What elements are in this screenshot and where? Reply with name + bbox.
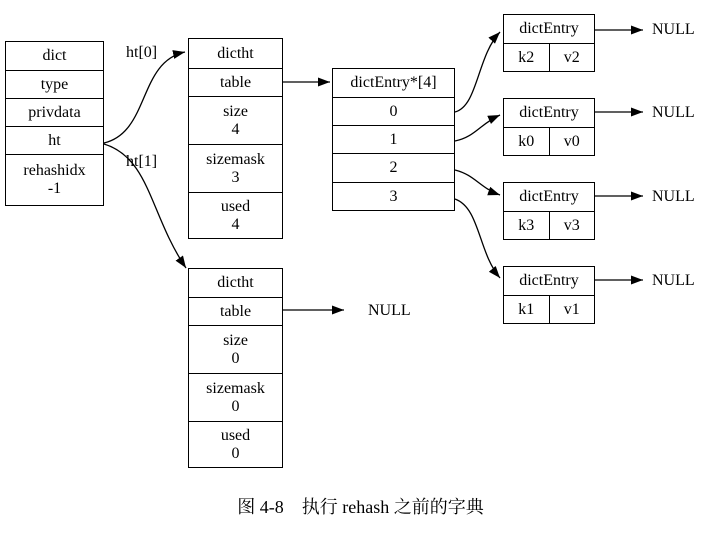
ht0-pointer-label: ht[0] [126, 44, 158, 61]
entry-value: v2 [549, 44, 595, 71]
bucket-array-box [332, 68, 455, 211]
sizemask-label: sizemask [206, 150, 265, 168]
entry-title: dictEntry [519, 188, 579, 206]
used-label: used [220, 197, 251, 215]
dict-field-rehashidx [6, 154, 103, 205]
bucket-slot-2: 2 [333, 153, 454, 182]
dictht-field-size [189, 325, 282, 373]
bucket-slot-1: 1 [333, 125, 454, 153]
size-label: size [223, 102, 248, 120]
dict-entry-box-0 [503, 14, 595, 72]
bucket-slot-0: 0 [333, 97, 454, 125]
figure-caption: 图 4-8 执行 rehash 之前的字典 [237, 497, 484, 517]
dict-field-type: type [6, 70, 103, 98]
dictht-field-used [189, 192, 282, 238]
dict-field-privdata: privdata [6, 98, 103, 126]
arrow-slot3-to-entry [455, 199, 500, 278]
entry-key: k1 [518, 300, 535, 318]
dictht-field-sizemask [189, 144, 282, 192]
arrow-slot1-to-entry [455, 115, 500, 141]
size-label: size [223, 331, 248, 349]
null-label-entry-3: NULL [652, 272, 695, 289]
entry-kv-row [504, 211, 594, 239]
null-label-entry-0: NULL [652, 21, 695, 38]
bucket-array-title: dictEntry*[4] [350, 74, 437, 92]
dict-field-ht: ht [6, 126, 103, 154]
dictht-title: dictht [217, 274, 254, 292]
dict-entry-box-2 [503, 182, 595, 240]
dictht-field-used [189, 421, 282, 467]
rehashidx-value: -1 [47, 180, 62, 197]
dictht-active-box [188, 38, 283, 239]
entry-kv-row [504, 295, 594, 323]
arrow-slot2-to-entry [455, 170, 500, 195]
sizemask-value: 0 [231, 397, 240, 415]
entry-kv-row [504, 43, 594, 71]
dict-title: dict [42, 47, 67, 65]
dictht-empty-box [188, 268, 283, 468]
entry-title: dictEntry [519, 272, 579, 290]
used-label: used [220, 426, 251, 444]
null-label-empty-table: NULL [368, 302, 411, 319]
sizemask-value: 3 [231, 168, 240, 186]
size-value: 4 [231, 120, 240, 138]
dict-entry-box-3 [503, 266, 595, 324]
dictht-field-size [189, 96, 282, 144]
ht1-pointer-label: ht[1] [126, 153, 158, 170]
sizemask-label: sizemask [206, 379, 265, 397]
entry-title: dictEntry [519, 20, 579, 38]
entry-title: dictEntry [519, 104, 579, 122]
entry-key: k3 [518, 216, 535, 234]
dictht-field-table: table [189, 297, 282, 325]
entry-kv-row [504, 127, 594, 155]
entry-key: k2 [518, 48, 535, 66]
dictht-title: dictht [217, 44, 254, 62]
arrow-slot0-to-entry [455, 32, 500, 112]
entry-value: v3 [549, 212, 595, 239]
rehashidx-label: rehashidx [23, 162, 86, 180]
used-value: 0 [231, 444, 240, 462]
bucket-slot-3: 3 [333, 182, 454, 210]
null-label-entry-2: NULL [652, 188, 695, 205]
arrow-ht0 [104, 52, 185, 143]
size-value: 0 [231, 349, 240, 367]
used-value: 4 [231, 215, 240, 233]
dict-struct-box [5, 41, 104, 206]
entry-value: v0 [549, 128, 595, 155]
dict-entry-box-1 [503, 98, 595, 156]
entry-key: k0 [518, 132, 535, 150]
null-label-entry-1: NULL [652, 104, 695, 121]
dictht-field-sizemask [189, 373, 282, 421]
entry-value: v1 [549, 296, 595, 323]
dictht-field-table: table [189, 68, 282, 96]
